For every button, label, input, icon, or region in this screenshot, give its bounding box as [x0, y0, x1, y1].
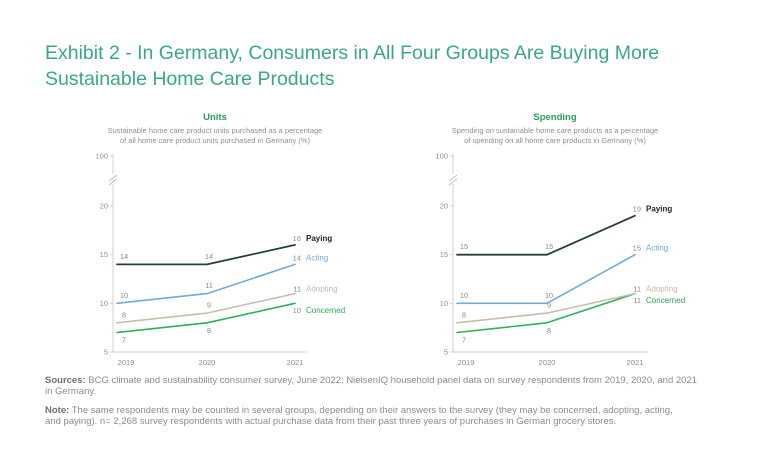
- series-label-concerned: Concerned: [306, 305, 346, 315]
- value-label: 19: [632, 204, 641, 214]
- value-label: 10: [459, 290, 469, 300]
- value-label: 10: [544, 290, 554, 300]
- units-chart-header: [80, 112, 350, 145]
- y-tick-label: 5: [103, 347, 108, 357]
- value-label: 8: [206, 325, 212, 335]
- value-label: 9: [546, 300, 552, 310]
- exhibit-title: [45, 40, 735, 92]
- value-label: 11: [633, 284, 641, 294]
- exhibit-title-line-1: Exhibit 2 - In Germany, Consumers in All Four Groups Are Buying More: [45, 42, 660, 64]
- year-label: 2020: [198, 358, 216, 367]
- sources-text: [45, 375, 745, 397]
- value-label: 8: [546, 325, 552, 335]
- y-tick-label: 10: [439, 298, 448, 308]
- y-tick-label: 20: [99, 201, 108, 211]
- spending-chart-header: [420, 112, 690, 145]
- sources-line-2: in Germany.: [45, 386, 97, 397]
- spending-chart-title: Spending: [533, 112, 577, 123]
- note-text: [45, 405, 745, 427]
- sources-line-1: Sources: BCG climate and sustainability consumer survey, June 2022; NielsenIQ household panel data on survey respondents from 2019, 2020, and 2021: [45, 375, 698, 386]
- note-line-1: Note: The same respondents may be counted in several groups, depending on their answers to the survey (they may be concerned, adopting, acting,: [45, 405, 673, 416]
- value-label: 7: [121, 335, 127, 345]
- y-tick-label: 20: [439, 201, 448, 211]
- y-tick-label: 5: [443, 347, 448, 357]
- value-label: 14: [204, 251, 214, 261]
- value-label: 15: [632, 243, 641, 253]
- year-label: 2021: [286, 358, 304, 367]
- value-label: 14: [119, 251, 129, 261]
- y-tick-label: 10: [99, 298, 108, 308]
- spending-chart-subtitle: Spending on sustainable home care products as a percentage of spending on all home care products in Germany (%): [451, 126, 659, 145]
- series-label-acting: Acting: [306, 253, 329, 263]
- value-label: 14: [292, 253, 301, 263]
- value-label: 8: [461, 310, 467, 320]
- series-label-paying: Paying: [306, 233, 333, 243]
- value-label: 9: [206, 300, 212, 310]
- y-tick-label: 15: [439, 250, 448, 260]
- year-label: 2019: [457, 358, 475, 367]
- series-label-concerned: Concerned: [646, 296, 686, 306]
- series-label-paying: Paying: [646, 204, 673, 214]
- value-label: 15: [544, 242, 554, 252]
- value-label: 16: [292, 233, 301, 243]
- series-label-adopting: Adopting: [646, 284, 678, 294]
- y-tick-label: 100: [435, 151, 448, 161]
- series-label-adopting: Adopting: [306, 284, 338, 294]
- exhibit-title-line-2: Sustainable Home Care Products: [45, 68, 335, 90]
- note-line-2: and paying). n= 2,268 survey respondents with actual purchase data from their past three years of purchases in German grocery stores.: [45, 416, 617, 427]
- year-label: 2019: [117, 358, 135, 367]
- units-chart: [80, 112, 410, 372]
- y-tick-label: 15: [99, 250, 108, 260]
- spending-chart: [420, 112, 750, 372]
- note-label: Note:: [45, 405, 70, 416]
- spending-chart-plot: [420, 148, 750, 372]
- units-chart-subtitle: Sustainable home care product units purchased as a percentage of all home care product units purchased in Germany (%): [107, 126, 323, 145]
- value-label: 15: [459, 242, 469, 252]
- units-chart-plot: [80, 148, 410, 372]
- value-label: 11: [633, 296, 641, 306]
- year-label: 2021: [626, 358, 644, 367]
- value-label: 8: [121, 310, 127, 320]
- sources-label: Sources:: [45, 375, 86, 386]
- units-chart-title: Units: [203, 112, 227, 123]
- value-label: 10: [292, 305, 301, 315]
- year-label: 2020: [538, 358, 556, 367]
- value-label: 10: [119, 290, 129, 300]
- value-label: 11: [205, 281, 213, 291]
- value-label: 7: [461, 335, 467, 345]
- value-label: 11: [293, 284, 301, 294]
- series-label-acting: Acting: [646, 243, 669, 253]
- y-tick-label: 100: [95, 151, 108, 161]
